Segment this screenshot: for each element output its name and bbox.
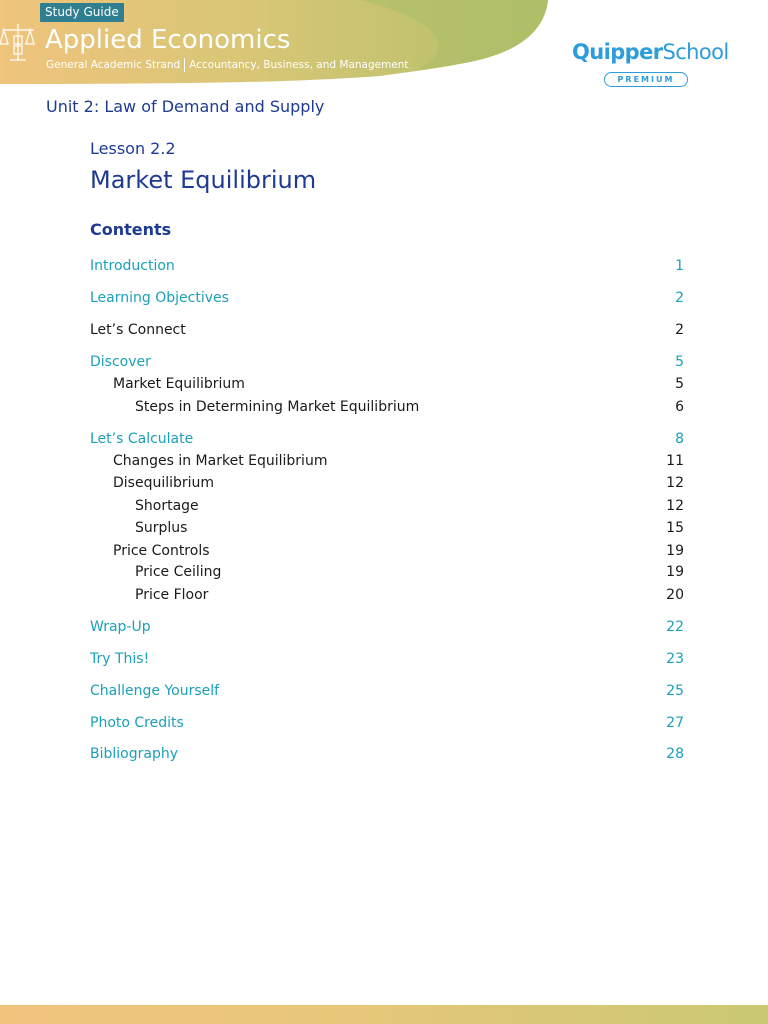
toc-entry-challenge-yourself[interactable]	[90, 681, 684, 701]
toc-entry-photo-credits[interactable]	[90, 713, 684, 733]
toc-page-number: 25	[666, 683, 684, 699]
toc-entry-label[interactable]: Bibliography	[90, 746, 178, 762]
toc-entry-label: Market Equilibrium	[113, 376, 245, 392]
toc-page-number: 5	[675, 354, 684, 370]
toc-entry-surplus	[90, 518, 684, 538]
toc-entry-label[interactable]: Learning Objectives	[90, 290, 229, 306]
toc-entry-steps-in-determining-market-equilibrium	[90, 397, 684, 417]
toc-page-number: 19	[666, 564, 684, 580]
toc-page-number: 12	[666, 498, 684, 514]
lesson-number: Lesson 2.2	[90, 139, 176, 158]
toc-page-number: 11	[666, 453, 684, 469]
toc-entry-let-s-calculate[interactable]	[90, 429, 684, 449]
toc-page-number: 28	[666, 746, 684, 762]
toc-entry-label[interactable]: Discover	[90, 354, 151, 370]
unit-title: Unit 2: Law of Demand and Supply	[46, 97, 325, 116]
quipper-school-logo	[572, 38, 742, 90]
toc-entry-label: Shortage	[135, 498, 199, 514]
toc-page-number: 15	[666, 520, 684, 536]
toc-entry-label[interactable]: Let’s Calculate	[90, 431, 194, 447]
toc-entry-market-equilibrium	[90, 374, 684, 394]
toc-entry-label[interactable]: Try This!	[90, 651, 150, 667]
toc-entry-let-s-connect	[90, 320, 684, 340]
toc-entry-price-controls	[90, 541, 684, 561]
toc-entry-label: Price Floor	[135, 587, 209, 603]
toc-entry-label[interactable]: Photo Credits	[90, 715, 184, 731]
toc-entry-discover[interactable]	[90, 352, 684, 372]
track-label: Accountancy, Business, and Management	[189, 59, 409, 71]
toc-page-number: 22	[666, 619, 684, 635]
toc-entry-label[interactable]: Introduction	[90, 258, 175, 274]
strand-label: General Academic Strand	[46, 59, 181, 71]
toc-entry-shortage	[90, 496, 684, 516]
toc-entry-label[interactable]: Wrap-Up	[90, 619, 151, 635]
brand-name-part1: Quipper	[572, 40, 663, 64]
toc-entry-label: Disequilibrium	[113, 475, 215, 491]
toc-entry-label: Steps in Determining Market Equilibrium	[135, 399, 420, 415]
toc-entry-label[interactable]: Challenge Yourself	[90, 683, 220, 699]
balance-scale-icon	[0, 18, 36, 66]
toc-entry-learning-objectives[interactable]	[90, 288, 684, 308]
toc-entry-try-this[interactable]	[90, 649, 684, 669]
study-guide-badge: Study Guide	[40, 3, 124, 22]
brand-name	[572, 38, 742, 66]
toc-page-number: 8	[675, 431, 684, 447]
toc-entry-label: Price Ceiling	[135, 564, 222, 580]
toc-page-number: 27	[666, 715, 684, 731]
toc-entry-introduction[interactable]	[90, 256, 684, 276]
toc-entry-changes-in-market-equilibrium	[90, 451, 684, 471]
subject-title: Applied Economics	[45, 25, 291, 55]
toc-page-number: 6	[675, 399, 684, 415]
toc-page-number: 1	[675, 258, 684, 274]
toc-entry-bibliography[interactable]	[90, 744, 684, 764]
footer-bar	[0, 1005, 768, 1024]
toc-entry-label: Price Controls	[113, 543, 210, 559]
toc-page-number: 2	[675, 322, 684, 338]
toc-entry-wrap-up[interactable]	[90, 617, 684, 637]
toc-page-number: 20	[666, 587, 684, 603]
toc-entry-label: Surplus	[135, 520, 188, 536]
toc-page-number: 2	[675, 290, 684, 306]
toc-entry-label: Changes in Market Equilibrium	[113, 453, 328, 469]
premium-badge: PREMIUM	[604, 72, 688, 87]
toc-page-number: 5	[675, 376, 684, 392]
toc-entry-disequilibrium	[90, 473, 684, 493]
brand-name-part2: School	[662, 40, 729, 64]
toc-page-number: 19	[666, 543, 684, 559]
contents-heading: Contents	[90, 220, 172, 239]
toc-entry-price-floor	[90, 585, 684, 605]
toc-entry-label: Let’s Connect	[90, 322, 186, 338]
toc-page-number: 23	[666, 651, 684, 667]
strand-line	[46, 58, 409, 72]
toc-entry-price-ceiling	[90, 562, 684, 582]
divider	[184, 58, 185, 72]
toc-page-number: 12	[666, 475, 684, 491]
lesson-title: Market Equilibrium	[90, 166, 317, 194]
